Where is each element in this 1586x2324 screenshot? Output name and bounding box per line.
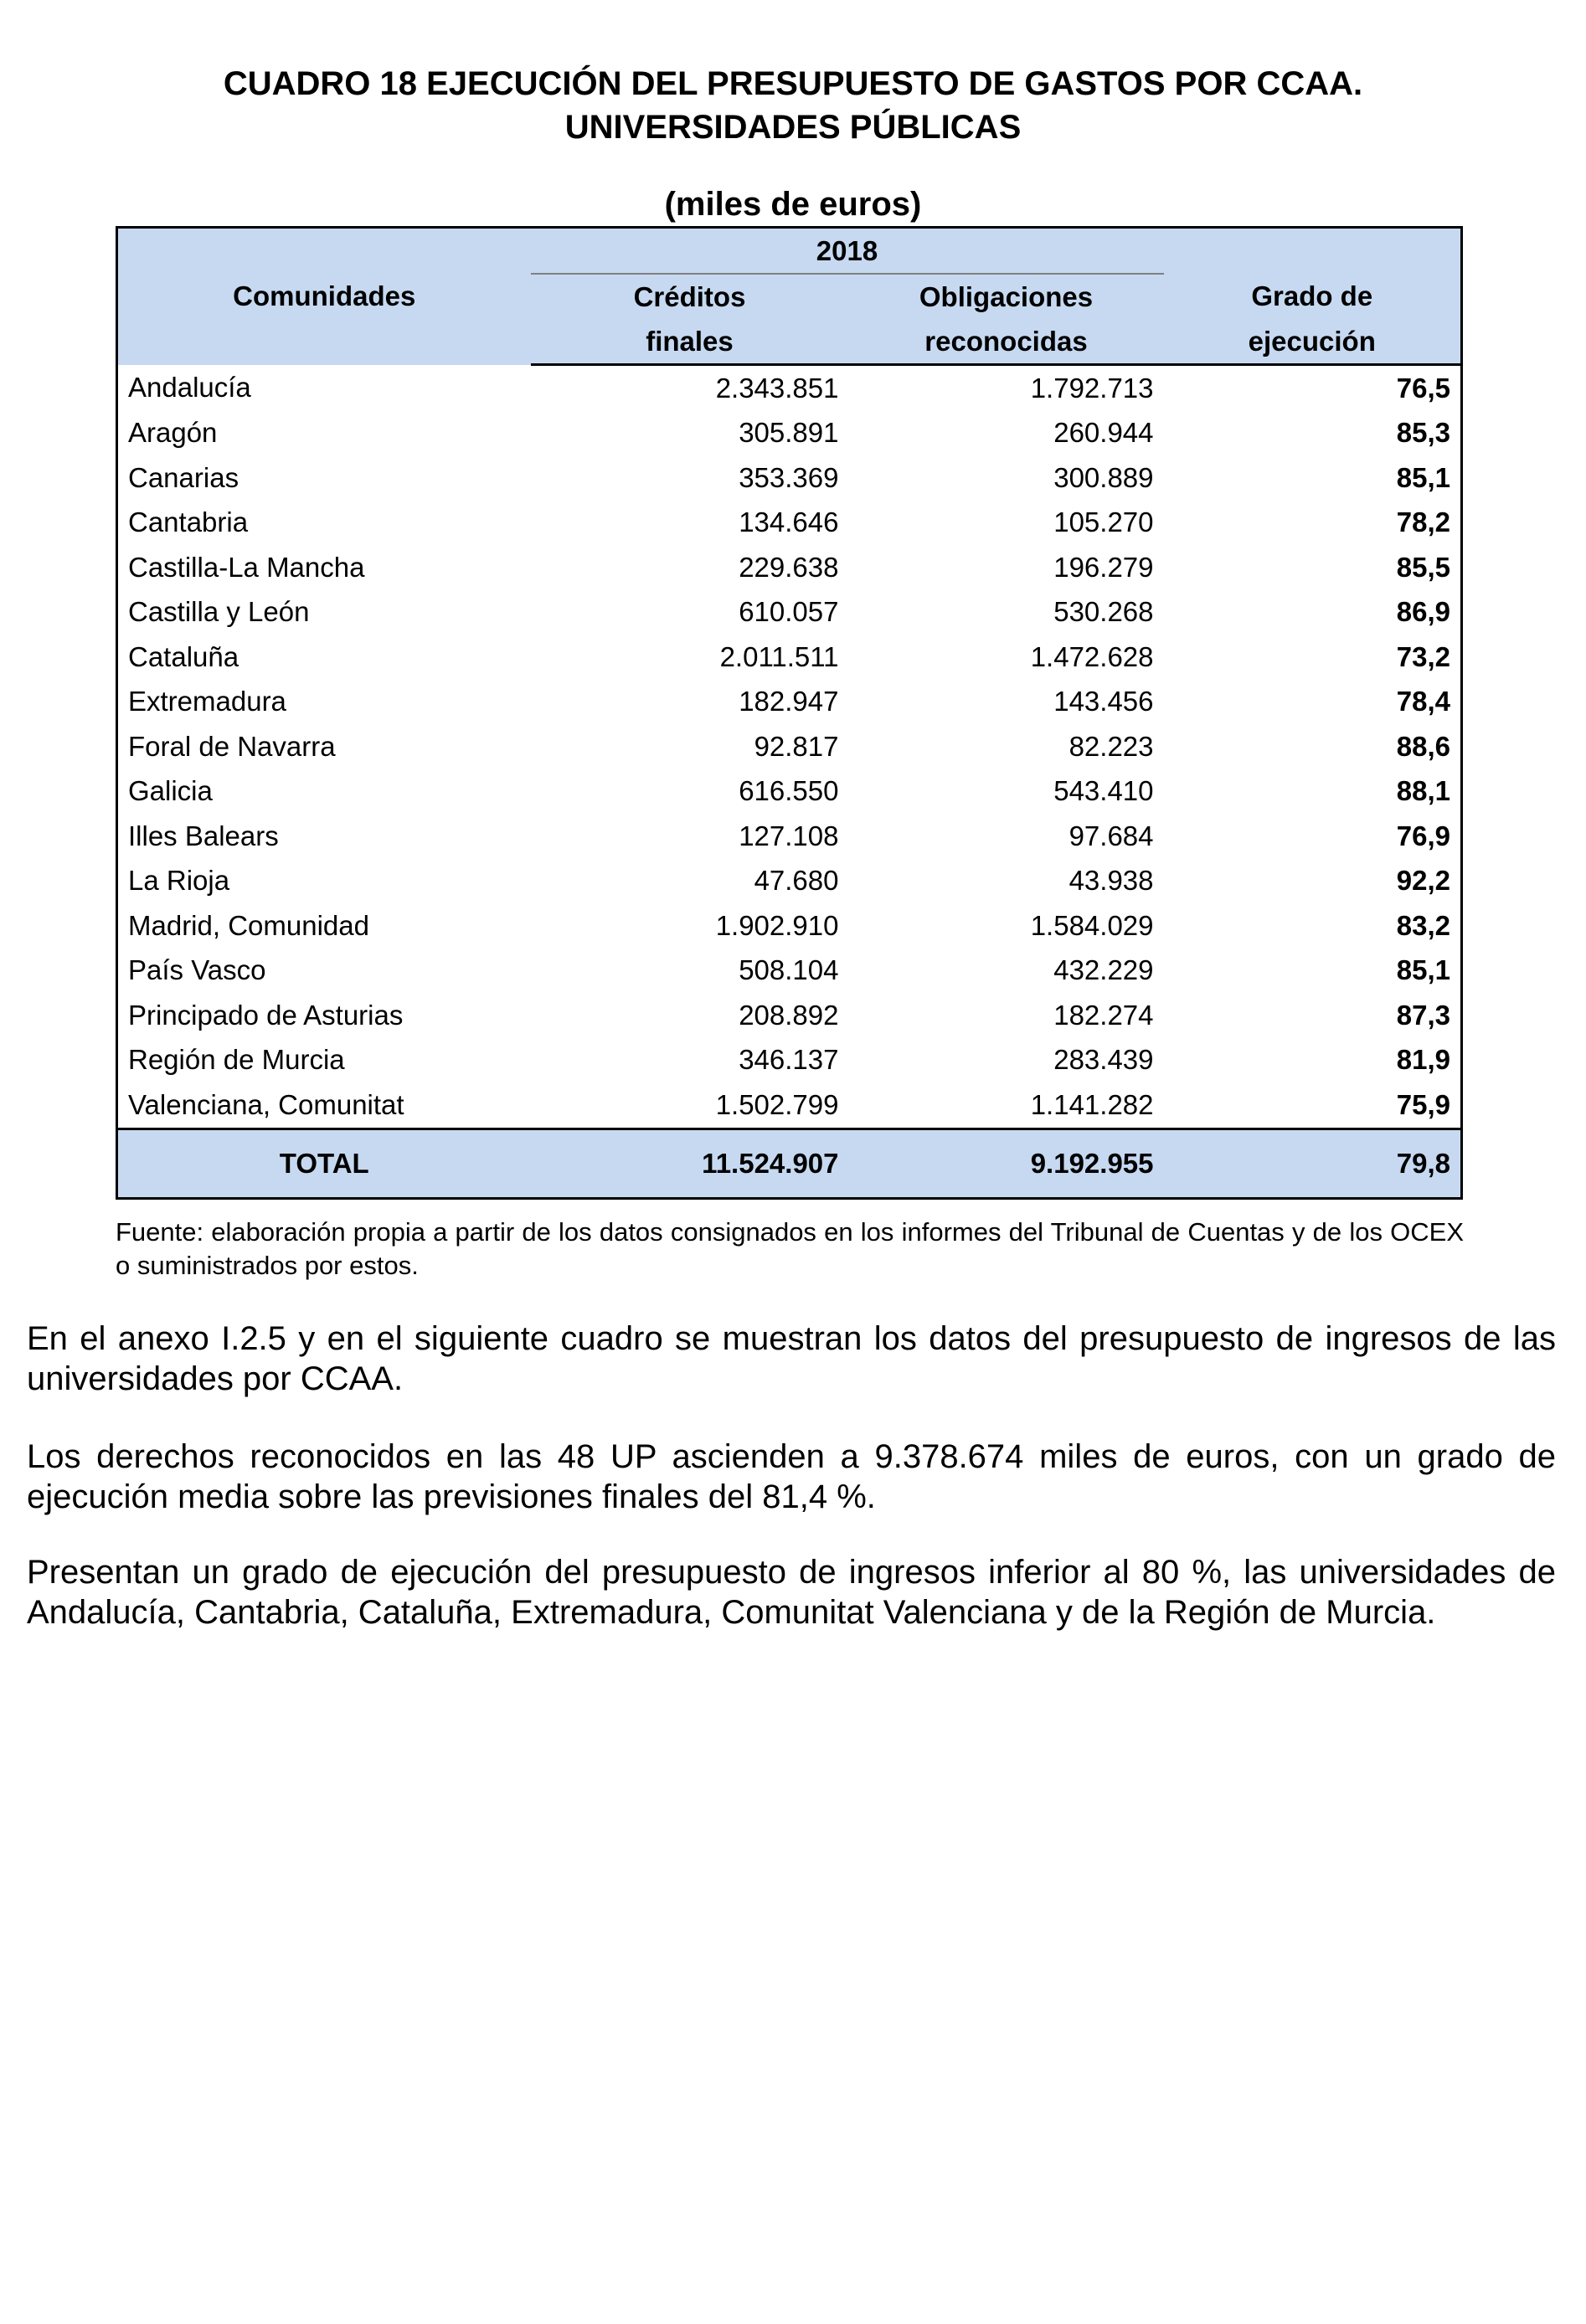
row-grado: 86,9 bbox=[1396, 596, 1451, 628]
table-row bbox=[117, 903, 1462, 949]
row-creditos: 508.104 bbox=[739, 954, 839, 986]
row-creditos: 134.646 bbox=[739, 506, 839, 538]
row-obligaciones: 182.274 bbox=[1053, 999, 1154, 1031]
row-grado: 83,2 bbox=[1396, 909, 1451, 941]
row-grado: 92,2 bbox=[1396, 865, 1451, 897]
row-grado: 78,2 bbox=[1396, 506, 1451, 538]
row-creditos: 353.369 bbox=[739, 461, 839, 493]
table-row bbox=[117, 724, 1462, 769]
total-label: TOTAL bbox=[117, 1129, 531, 1198]
row-obligaciones: 300.889 bbox=[1053, 461, 1154, 493]
row-name: Cantabria bbox=[128, 506, 249, 538]
row-name: Madrid, Comunidad bbox=[128, 909, 369, 941]
header-grado-line1: Grado de bbox=[1164, 274, 1462, 319]
table-title-line1: CUADRO 18 EJECUCIÓN DEL PRESUPUESTO DE GASTOS POR CCAA. bbox=[223, 65, 1363, 102]
row-creditos: 229.638 bbox=[739, 551, 839, 583]
row-name: Extremadura bbox=[128, 686, 286, 717]
row-name: Valenciana, Comunitat bbox=[128, 1088, 404, 1120]
row-grado: 75,9 bbox=[1396, 1088, 1451, 1120]
row-name: Galicia bbox=[128, 775, 213, 807]
total-obligaciones: 9.192.955 bbox=[849, 1129, 1164, 1198]
units-caption: (miles de euros) bbox=[664, 186, 922, 223]
table-row bbox=[117, 635, 1462, 680]
row-obligaciones: 43.938 bbox=[1068, 865, 1154, 897]
row-name: Aragón bbox=[128, 417, 218, 449]
row-name: Andalucía bbox=[128, 372, 251, 403]
row-creditos: 92.817 bbox=[754, 730, 839, 762]
header-obligaciones-line1: Obligaciones bbox=[849, 274, 1164, 319]
row-creditos: 2.011.511 bbox=[719, 640, 839, 672]
row-name: Principado de Asturias bbox=[128, 999, 404, 1031]
header-grado-line2: ejecución bbox=[1164, 319, 1462, 365]
table-row bbox=[117, 1082, 1462, 1129]
header-comunidades: Comunidades bbox=[117, 228, 531, 365]
row-creditos: 346.137 bbox=[739, 1044, 839, 1076]
row-name: Foral de Navarra bbox=[128, 730, 336, 762]
table-row bbox=[117, 1038, 1462, 1083]
row-obligaciones: 143.456 bbox=[1053, 686, 1154, 717]
row-name: Castilla-La Mancha bbox=[128, 551, 365, 583]
table-title-line2: UNIVERSIDADES PÚBLICAS bbox=[564, 109, 1022, 146]
row-name: País Vasco bbox=[128, 954, 266, 986]
row-obligaciones: 543.410 bbox=[1053, 775, 1154, 807]
header-year: 2018 bbox=[531, 228, 1164, 275]
table-row bbox=[117, 545, 1462, 590]
row-grado: 88,6 bbox=[1396, 730, 1451, 762]
row-creditos: 2.343.851 bbox=[715, 372, 839, 404]
table-body bbox=[117, 365, 1462, 1129]
row-obligaciones: 82.223 bbox=[1068, 730, 1154, 762]
table-title bbox=[0, 62, 1586, 149]
row-grado: 85,3 bbox=[1396, 417, 1451, 449]
total-grado: 79,8 bbox=[1164, 1129, 1462, 1198]
row-grado: 73,2 bbox=[1396, 640, 1451, 672]
paragraph-1: En el anexo I.2.5 y en el siguiente cuadro se muestran los datos del presupuesto de ingresos de las universidades por CCAA. bbox=[27, 1320, 1556, 1397]
header-creditos-line2: finales bbox=[531, 319, 849, 365]
row-creditos: 610.057 bbox=[739, 596, 839, 628]
row-creditos: 616.550 bbox=[739, 775, 839, 807]
row-creditos: 47.680 bbox=[754, 865, 839, 897]
row-obligaciones: 283.439 bbox=[1053, 1044, 1154, 1076]
row-obligaciones: 1.792.713 bbox=[1030, 372, 1154, 404]
budget-table-container bbox=[116, 226, 1460, 1200]
row-grado: 85,1 bbox=[1396, 954, 1451, 986]
row-name: Canarias bbox=[128, 461, 239, 493]
row-creditos: 305.891 bbox=[739, 417, 839, 449]
table-row bbox=[117, 590, 1462, 635]
row-obligaciones: 97.684 bbox=[1068, 820, 1154, 851]
table-header bbox=[117, 228, 1462, 365]
table-row bbox=[117, 769, 1462, 815]
row-name: Región de Murcia bbox=[128, 1044, 345, 1076]
paragraph-3: Presentan un grado de ejecución del presupuesto de ingresos inferior al 80 %, las universidades de Andalucía, Cantabria, Cataluña, Extremadura, Comunitat Valenciana y de la Región de Murcia. bbox=[27, 1554, 1556, 1631]
row-obligaciones: 260.944 bbox=[1053, 417, 1154, 449]
header-creditos-line1: Créditos bbox=[531, 274, 849, 319]
table-row bbox=[117, 993, 1462, 1038]
row-name: Castilla y León bbox=[128, 596, 310, 628]
table-row bbox=[117, 859, 1462, 904]
row-grado: 88,1 bbox=[1396, 775, 1451, 807]
row-grado: 85,1 bbox=[1396, 461, 1451, 493]
table-footer bbox=[117, 1129, 1462, 1198]
row-grado: 78,4 bbox=[1396, 686, 1451, 717]
row-grado: 76,9 bbox=[1396, 820, 1451, 851]
row-obligaciones: 530.268 bbox=[1053, 596, 1154, 628]
row-obligaciones: 1.584.029 bbox=[1030, 909, 1154, 941]
row-obligaciones: 432.229 bbox=[1053, 954, 1154, 986]
table-row bbox=[117, 365, 1462, 411]
row-obligaciones: 1.472.628 bbox=[1030, 640, 1154, 672]
row-obligaciones: 1.141.282 bbox=[1030, 1088, 1154, 1120]
row-grado: 76,5 bbox=[1396, 372, 1451, 404]
table-row bbox=[117, 680, 1462, 725]
table-row bbox=[117, 411, 1462, 456]
total-creditos: 11.524.907 bbox=[531, 1129, 849, 1198]
table-row bbox=[117, 455, 1462, 501]
source-note: Fuente: elaboración propia a partir de los datos consignados en los informes del Tribunal de Cuentas y de los OCEX o suministrados por estos. bbox=[116, 1217, 1464, 1280]
header-obligaciones-line2: reconocidas bbox=[849, 319, 1164, 365]
row-creditos: 182.947 bbox=[739, 686, 839, 717]
row-grado: 87,3 bbox=[1396, 999, 1451, 1031]
row-obligaciones: 105.270 bbox=[1053, 506, 1154, 538]
paragraph-2: Los derechos reconocidos en las 48 UP ascienden a 9.378.674 miles de euros, con un grado de ejecución media sobre las previsiones finales del 81,4 %. bbox=[27, 1438, 1556, 1515]
row-creditos: 208.892 bbox=[739, 999, 839, 1031]
row-obligaciones: 196.279 bbox=[1053, 551, 1154, 583]
row-creditos: 1.502.799 bbox=[715, 1088, 839, 1120]
row-name: Cataluña bbox=[128, 640, 239, 672]
header-year-spacer bbox=[1164, 228, 1462, 275]
row-grado: 85,5 bbox=[1396, 551, 1451, 583]
table-row bbox=[117, 501, 1462, 546]
row-name: La Rioja bbox=[128, 865, 230, 897]
row-name: Illes Balears bbox=[128, 820, 279, 851]
row-creditos: 127.108 bbox=[739, 820, 839, 851]
row-creditos: 1.902.910 bbox=[715, 909, 839, 941]
row-grado: 81,9 bbox=[1396, 1044, 1451, 1076]
table-row bbox=[117, 814, 1462, 859]
budget-table bbox=[116, 226, 1463, 1200]
total-row bbox=[117, 1129, 1462, 1198]
table-row bbox=[117, 949, 1462, 994]
